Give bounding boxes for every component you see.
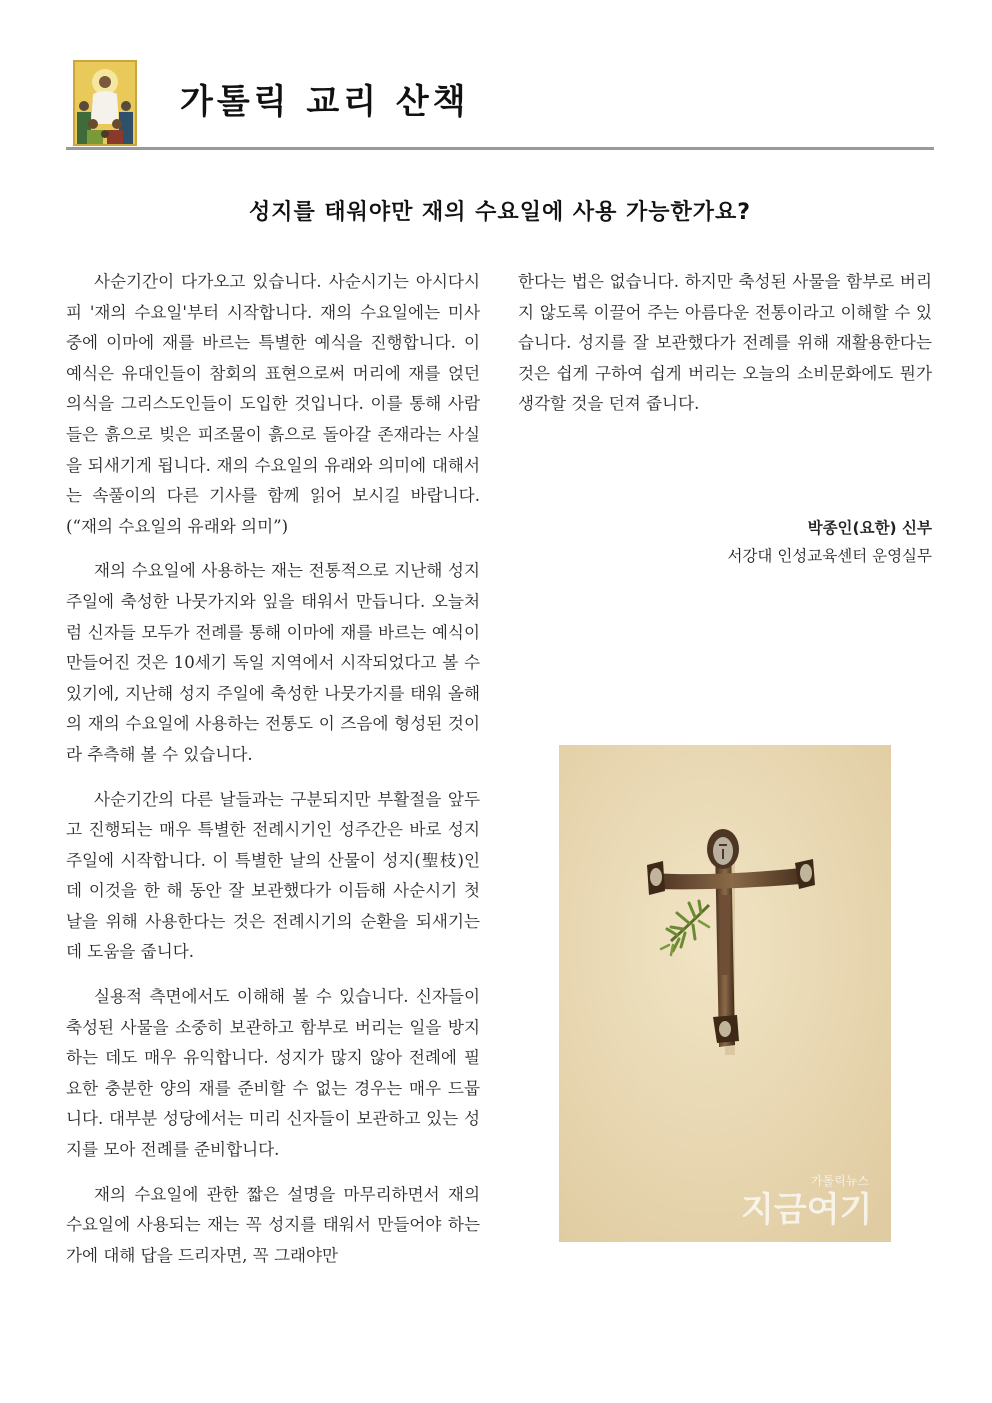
author-name: 박종인(요한) 신부 <box>807 519 932 537</box>
article-right-column <box>518 267 932 434</box>
article-left-column <box>66 267 480 1285</box>
watermark-small: 가톨릭뉴스 <box>811 1174 869 1188</box>
article-paragraph: 사순기간이 다가오고 있습니다. 사순시기는 아시다시피 '재의 수요일'부터 시작합니다. 재의 수요일에는 미사 중에 이마에 재를 바르는 특별한 예식을 진행합니다. 이 예식은 유대인들이 참회의 표현으로써 머리에 재를 얹던 의식을 그리스도인들이 도입한 것입니다. 이를 통해 사람들은 흙으로 빚은 피조물이 흙으로 돌아갈 존재라는 사실을 되새기게 됩니다. 재의 수요일의 유래와 의미에 대해서는 속풀이의 다른 기사를 함께 읽어 보시길 바랍니다. (“재의 수요일의 유래와 의미”) <box>66 272 480 536</box>
author-role: 서강대 인성교육센터 운영실무 <box>727 547 932 565</box>
article-paragraph: 한다는 법은 없습니다. 하지만 축성된 사물을 함부로 버리지 않도록 이끌어 주는 아름다운 전통이라고 이해할 수 있습니다. 성지를 잘 보관했다가 전례를 위해 재활용한다는 것은 쉽게 구하여 쉽게 버리는 오늘의 소비문화에도 뭔가 생각할 것을 던져 줍니다. <box>518 272 932 414</box>
watermark-large: 지금여기 <box>741 1190 873 1230</box>
page-title: 가톨릭 교리 산책 <box>180 82 470 122</box>
crucifix-photo <box>559 745 891 1242</box>
article-paragraph: 재의 수요일에 사용하는 재는 전통적으로 지난해 성지 주일에 축성한 나뭇가지와 잎을 태워서 만듭니다. 오늘처럼 신자들 모두가 전례를 통해 이마에 재를 바르는 예식이 만들어진 것은 10세기 독일 지역에서 시작되었다고 볼 수 있기에, 지난해 성지 주일에 축성한 나뭇가지를 태워 올해의 재의 수요일에 사용하는 전통도 이 즈음에 형성된 것이라 추측해 볼 수 있습니다. <box>66 561 480 764</box>
author-block <box>518 514 932 570</box>
article-paragraph: 실용적 측면에서도 이해해 볼 수 있습니다. 신자들이 축성된 사물을 소중히 보관하고 함부로 버리는 일을 방지하는 데도 매우 유익합니다. 성지가 많지 않아 전례에 필요한 충분한 양의 재를 준비할 수 없는 경우는 매우 드뭅니다. 대부분 성당에서는 미리 신자들이 보관하고 있는 성지를 모아 전례를 준비합니다. <box>66 987 480 1160</box>
header-divider <box>66 147 934 150</box>
article-paragraph: 재의 수요일에 관한 짧은 설명을 마무리하면서 재의 수요일에 사용되는 재는 꼭 성지를 태워서 만들어야 하는가에 대해 답을 드리자면, 꼭 그래야만 <box>66 1184 480 1265</box>
article-title: 성지를 태워야만 재의 수요일에 사용 가능한가요? <box>248 200 752 225</box>
article-paragraph: 사순기간의 다른 날들과는 구분되지만 부활절을 앞두고 진행되는 매우 특별한 전례시기인 성주간은 바로 성지 주일에 시작합니다. 이 특별한 날의 산물이 성지(聖枝)인데 이것을 한 해 동안 잘 보관했다가 이듬해 사순시기 첫날을 위해 사용한다는 것은 전례시기의 순환을 되새기는 데 도움을 줍니다. <box>66 789 480 962</box>
christ-with-disciples-icon <box>73 60 137 146</box>
